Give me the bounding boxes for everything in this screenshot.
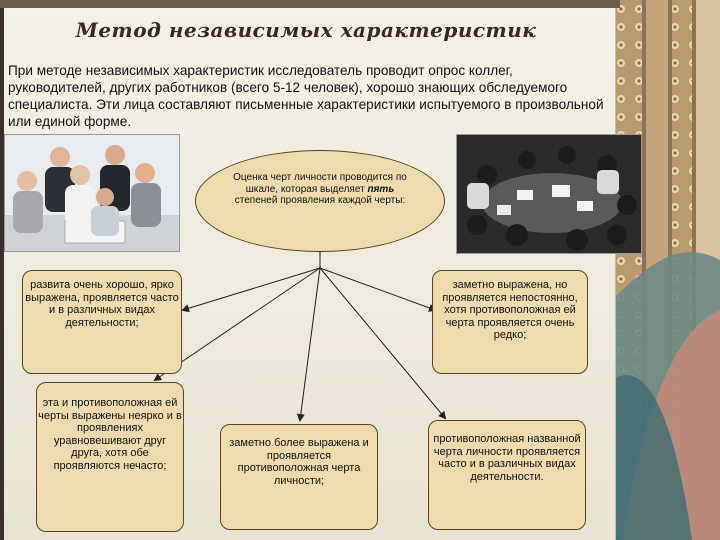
degree-box-1-text: развита очень хорошо, ярко выражена, проявляется часто и в различных видах деятельности; <box>25 279 179 329</box>
intro-paragraph: При методе независимых характеристик исследователь проводит опрос коллег, руководителей, других работников (всего 5-12 человек), хорошо знающих обследуемого специалиста. Эти лица составляют письменные характеристики испытуемого в произвольной или единой форме. <box>8 63 604 129</box>
center-text-after: степеней проявления каждой черты: <box>234 195 406 206</box>
arrow-to-box-4 <box>300 268 320 420</box>
degree-box-1 <box>22 270 182 374</box>
degree-box-2 <box>432 270 588 374</box>
decorative-side-panel <box>612 0 720 540</box>
arrow-to-box-1 <box>183 268 320 310</box>
degree-box-3 <box>36 382 184 532</box>
degree-box-2-text: заметно выражена, но проявляется непостоянно, хотя противоположная ей черта проявляется очень редко; <box>442 279 578 341</box>
center-ellipse-text <box>232 172 408 207</box>
degree-box-4 <box>220 424 378 530</box>
slide-title: Метод независимых характеристик <box>75 18 537 42</box>
degree-box-3-text: эта и противоположная ей черты выражены неярко и в проявлениях уравновешивают друг друга, хотя обе проявляются нечасто; <box>38 397 182 472</box>
degree-box-5 <box>428 420 586 530</box>
center-text-emphasis: пять <box>367 183 395 195</box>
decorative-pattern <box>612 0 720 540</box>
degree-box-4-text: заметно более выражена и проявляется противоположная черта личности; <box>229 437 369 487</box>
center-text-before: Оценка черт личности проводится по шкале, которая выделяет <box>233 172 407 195</box>
degree-box-5-text: противоположная названной черта личности проявляется часто и в различных видах деятельности. <box>433 433 581 483</box>
